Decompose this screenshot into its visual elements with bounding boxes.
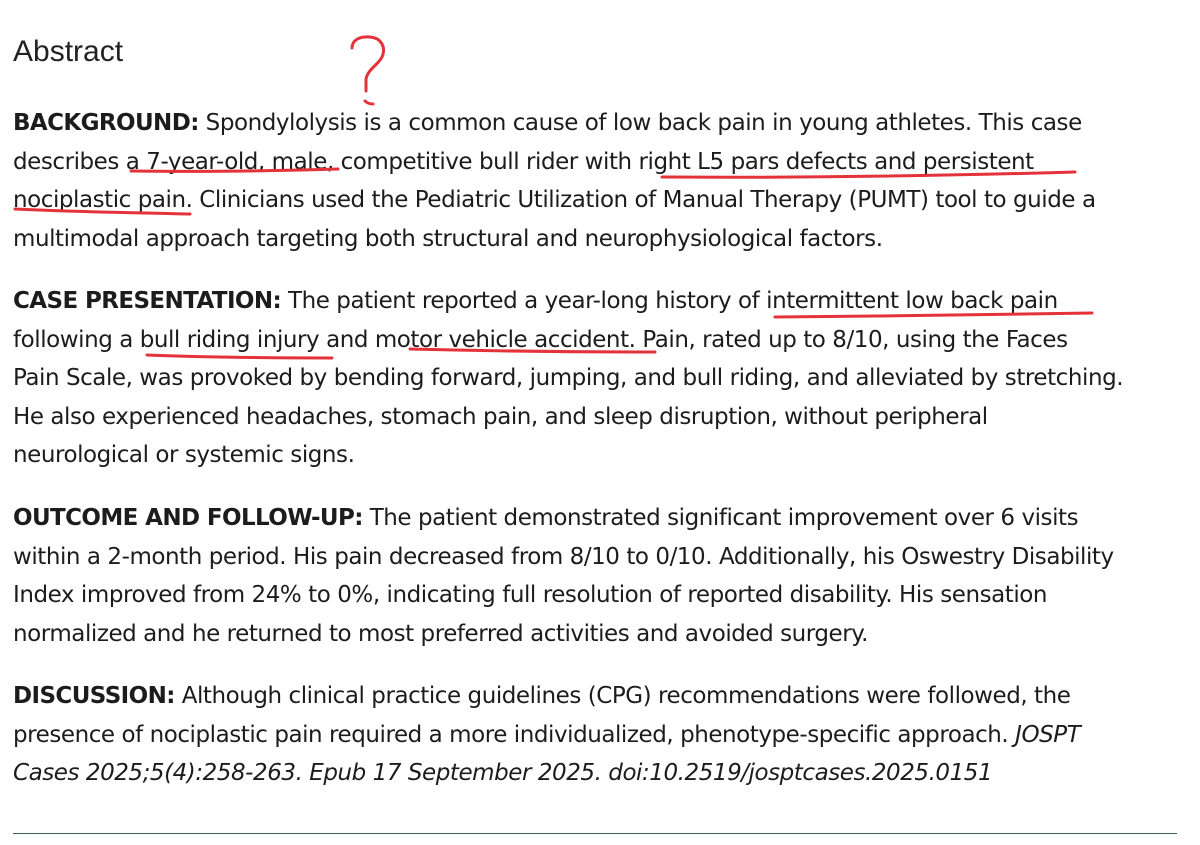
outcome-line-1: OUTCOME AND FOLLOW-UP: The patient demonstrated significant improvement over 6 visits	[13, 505, 1079, 531]
case-line-4: He also experienced headaches, stomach pain, and sleep disruption, without peripheral	[13, 403, 988, 430]
background-paragraph	[13, 104, 1185, 258]
discussion-line-1: DISCUSSION: Although clinical practice guidelines (CPG) recommendations were followed, the	[13, 683, 1071, 709]
discussion-paragraph	[13, 677, 1185, 793]
background-line-4: multimodal approach targeting both structural and neurophysiological factors.	[13, 225, 883, 252]
outcome-line-4: normalized and he returned to most preferred activities and avoided surgery.	[13, 620, 868, 647]
case-line-1: CASE PRESENTATION: The patient reported a year-long history of intermittent low back pain	[13, 288, 1058, 314]
background-line-1: BACKGROUND: Spondylolysis is a common cause of low back pain in young athletes. This case	[13, 110, 1082, 136]
discussion-line-2: presence of nociplastic pain required a more individualized, phenotype-specific approach. JOSPT	[13, 721, 1081, 748]
case-presentation-label: CASE PRESENTATION:	[13, 288, 282, 314]
abstract-heading: Abstract	[13, 35, 124, 68]
outcome-paragraph	[13, 499, 1185, 653]
journal-citation: JOSPT	[1015, 721, 1081, 748]
question-mark-annotation	[352, 37, 384, 91]
outcome-line-2: within a 2-month period. His pain decreased from 8/10 to 0/10. Additionally, his Oswestry Disability	[13, 543, 1114, 570]
case-presentation-paragraph	[13, 282, 1185, 475]
background-line-3: nociplastic pain. Clinicians used the Pediatric Utilization of Manual Therapy (PUMT) tool to guide a	[13, 187, 1096, 213]
case-line-3: Pain Scale, was provoked by bending forward, jumping, and bull riding, and alleviated by stretching.	[13, 365, 1124, 391]
discussion-label: DISCUSSION:	[13, 683, 175, 709]
case-line-2: following a bull riding injury and motor vehicle accident. Pain, rated up to 8/10, using the Faces	[13, 326, 1068, 353]
outcome-line-3: Index improved from 24% to 0%, indicating full resolution of reported disability. His sensation	[13, 582, 1048, 608]
case-line-5: neurological or systemic signs.	[13, 442, 355, 468]
background-label: BACKGROUND:	[13, 110, 199, 136]
background-line-2: describes a 7-year-old, male, competitive bull rider with right L5 pars defects and persistent	[13, 148, 1034, 175]
outcome-label: OUTCOME AND FOLLOW-UP:	[13, 505, 363, 531]
discussion-citation-line: Cases 2025;5(4):258-263. Epub 17 September 2025. doi:10.2519/josptcases.2025.0151	[13, 760, 993, 786]
section-divider	[13, 833, 1177, 834]
